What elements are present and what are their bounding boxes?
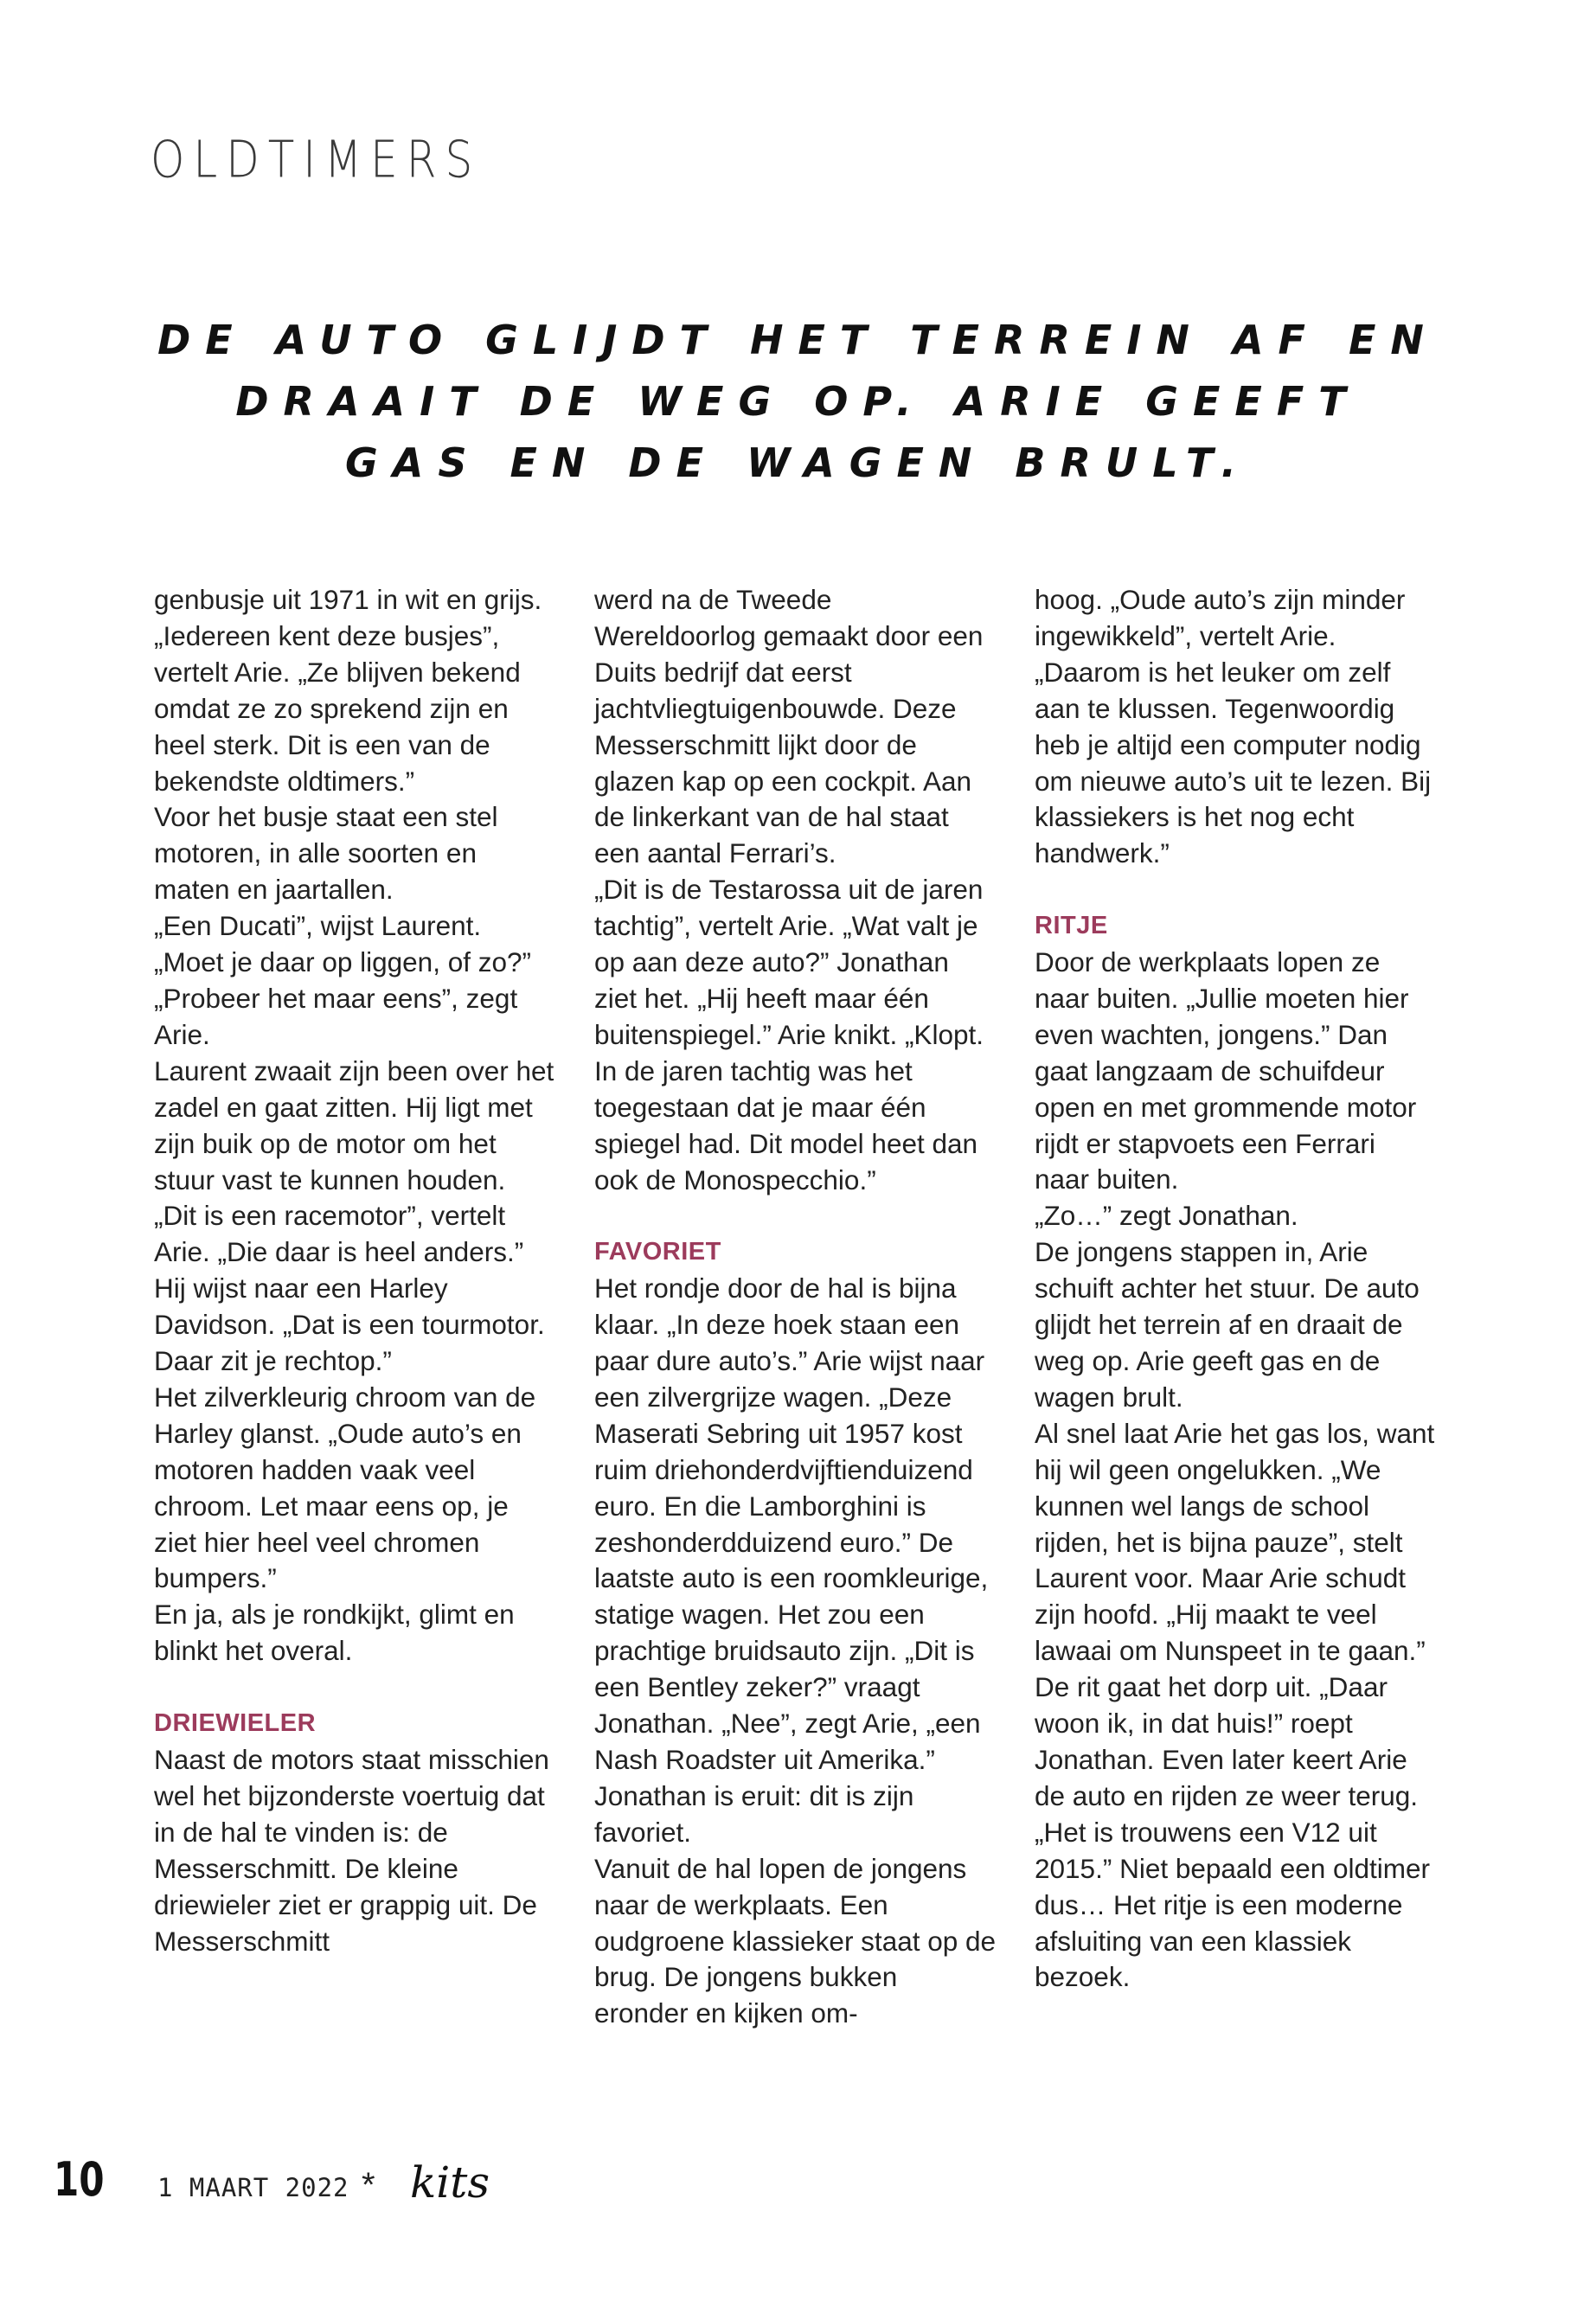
paragraph: Het zilverkleurig chroom van de Harley glanst. „Oude auto’s en motoren hadden vaak veel chroom. Let maar eens op, je ziet hier heel veel chromen bumpers.”	[154, 1381, 536, 1594]
page-number: 10	[54, 2152, 105, 2207]
article-column-2	[594, 582, 997, 2032]
paragraph: „Dit is de Testarossa uit de jaren tachtig”, vertelt Arie. „Wat valt je op aan deze auto?” Jonathan ziet het. „Hij heeft maar één buitenspiegel.” Arie knikt. „Klopt. In de jaren tachtig was het toegestaan dat je maar één spiegel had. Dit model heet dan ook de Monospecchio.”	[594, 874, 984, 1195]
paragraph: Vanuit de hal lopen de jongens naar de werkplaats. Een oudgroene klassieker staat op de brug. De jongens bukken eronder en kijken om-	[594, 1852, 997, 2029]
paragraph: „Het is trouwens een V12 uit 2015.” Niet bepaald een oldtimer dus… Het ritje is een moderne afsluiting van een klassiek bezoek.	[1035, 1816, 1431, 1993]
article-column-3	[1035, 582, 1437, 1996]
paragraph: Naast de motors staat misschien wel het bijzonderste voertuig dat in de hal te vinden is: de Messerschmitt. De kleine driewieler ziet er grappig uit. De Messerschmitt	[154, 1743, 549, 1957]
paragraph: De jongens stappen in, Arie schuift achter het stuur. De auto glijdt het terrein af en draait de weg op. Arie geeft gas en de wagen brult.	[1035, 1236, 1420, 1413]
section-label: OLDTIMERS	[151, 130, 482, 189]
paragraph: Al snel laat Arie het gas los, want hij wil geen ongelukken. „We kunnen wel langs de school rijden, het is bijna pauze”, stelt Laurent voor. Maar Arie schudt zijn hoofd. „Hij maakt te veel lawaai om Nunspeet in te gaan.”	[1035, 1417, 1435, 1667]
subheading-favoriet: FAVORIET	[594, 1238, 721, 1266]
issue-date: 1 MAART 2022	[157, 2173, 349, 2202]
paragraph: En ja, als je rondkijkt, glimt en blinkt het overal.	[154, 1599, 515, 1667]
page-footer	[54, 2152, 659, 2221]
paragraph: „Probeer het maar eens”, zegt Arie.	[154, 982, 518, 1050]
paragraph: „Een Ducati”, wijst Laurent. „Moet je daar op liggen, of zo?”	[154, 910, 532, 978]
pull-quote: DE AUTO GLIJDT HET TERREIN AF EN DRAAIT DE WEG OP. ARIE GEEFT GAS EN DE WAGEN BRULT.	[157, 317, 1439, 486]
paragraph: „Iedereen kent deze busjes”, vertelt Arie. „Ze blijven bekend omdat ze zo sprekend zijn en heel sterk. Dit is een van de bekendste oldtimers.”	[154, 619, 521, 797]
paragraph: hoog. „Oude auto’s zijn minder ingewikkeld”, vertelt Arie. „Daarom is het leuker om zelf aan te klussen. Tegenwoordig heb je altijd een computer nodig om nieuwe auto’s uit te lezen. Bij klassiekers is het nog echt handwerk.”	[1035, 584, 1432, 869]
paragraph: Het rondje door de hal is bijna klaar. „In deze hoek staan een paar dure auto’s.” Arie wijst naar een zilvergrijze wagen. „Deze Maserati Sebring uit 1957 kost ruim driehonderdvijftienduizend euro. En die Lamborghini is zeshonderdduizend euro.” De laatste auto is een roomkleurige, statige wagen. Het zou een prachtige bruidsauto zijn. „Dit is een Bentley zeker?” vraagt Jonathan. „Nee”, zegt Arie, „een Nash Roadster uit Amerika.” Jonathan is eruit: dit is zijn favoriet.	[594, 1272, 989, 1848]
paragraph: „Zo…” zegt Jonathan.	[1035, 1200, 1298, 1232]
article-column-1	[154, 582, 556, 1959]
brand-logo: kits	[410, 2157, 490, 2208]
paragraph: Door de werkplaats lopen ze naar buiten. „Jullie moeten hier even wachten, jongens.” Dan gaat langzaam de schuifdeur open en met grommende motor rijdt er stapvoets een Ferrari naar buiten.	[1035, 946, 1417, 1195]
paragraph: De rit gaat het dorp uit. „Daar woon ik, in dat huis!” roept Jonathan. Even later keert Arie de auto en rijden ze weer terug.	[1035, 1671, 1419, 1811]
paragraph: „Dit is een racemotor”, vertelt Arie. „Die daar is heel anders.” Hij wijst naar een Harley Davidson. „Dat is een tourmotor. Daar zit je rechtop.”	[154, 1200, 545, 1377]
paragraph: werd na de Tweede Wereldoorlog gemaakt door een Duits bedrijf dat eerst jachtvliegtuigenbouwde. Deze Messerschmitt lijkt door de glazen kap op een cockpit. Aan de linkerkant van de hal staat een aantal Ferrari’s.	[594, 584, 984, 869]
paragraph: Voor het busje staat een stel motoren, in alle soorten en maten en jaartallen.	[154, 801, 498, 906]
paragraph: genbusje uit 1971 in wit en grijs.	[154, 584, 542, 615]
subheading-driewieler: DRIEWIELER	[154, 1709, 317, 1738]
subheading-ritje: RITJE	[1035, 912, 1108, 940]
paragraph: Laurent zwaait zijn been over het zadel en gaat zitten. Hij ligt met zijn buik op de motor om het stuur vast te kunnen houden.	[154, 1054, 554, 1195]
asterisk-separator: *	[362, 2166, 375, 2204]
